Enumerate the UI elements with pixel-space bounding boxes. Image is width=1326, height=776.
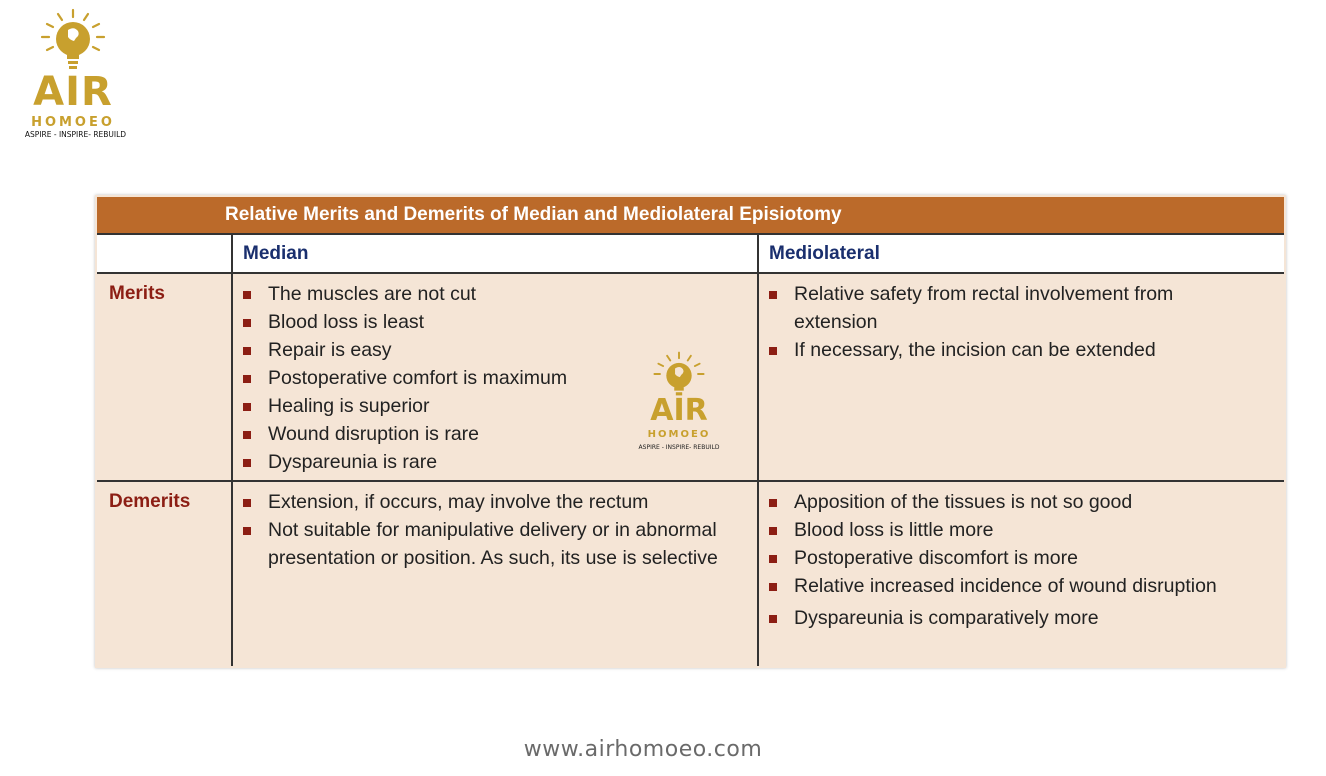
list-item: Blood loss is least [241,308,741,336]
demerits-median-list [241,488,731,572]
column-header-mediolateral: Mediolateral [769,243,880,264]
watermark-logo [636,351,722,457]
list-item: Postoperative comfort is maximum [241,364,741,392]
list-item: Dyspareunia is comparatively more [767,604,1237,632]
table-divider [97,272,1284,274]
logo-brand-text: AIR [33,69,113,115]
watermark-tagline: ASPIRE - INSPIRE- REBUILD [638,444,720,451]
list-item: Postoperative discomfort is more [767,544,1237,572]
list-item: Relative safety from rectal involvement from extension [767,280,1247,336]
logo-tagline: ASPIRE - INSPIRE- REBUILD [24,130,127,139]
table-divider [97,233,1284,235]
merits-mediolateral-list [767,280,1247,364]
lightbulb-head-icon [651,351,707,397]
list-item: Relative increased incidence of wound disruption [767,572,1237,600]
watermark-name-text: HOMOEO [647,429,711,440]
brand-logo [18,8,133,140]
demerits-mediolateral-list [767,488,1237,632]
watermark-brand-text: AIR [650,393,708,428]
list-item: Extension, if occurs, may involve the rectum [241,488,731,516]
row-label-merits: Merits [109,283,165,304]
row-label-demerits: Demerits [109,491,191,512]
list-item: Dyspareunia is rare [241,448,741,476]
table-header-row [97,235,1284,272]
list-item: Repair is easy [241,336,741,364]
logo-name-text: HOMOEO [31,115,115,130]
list-item: Blood loss is little more [767,516,1237,544]
list-item: Healing is superior [241,392,741,420]
lightbulb-head-icon [38,8,108,72]
table-divider [757,233,759,666]
table-title: Relative Merits and Demerits of Median and Mediolateral Episiotomy [97,197,1284,233]
column-header-median: Median [243,243,309,264]
list-item: The muscles are not cut [241,280,741,308]
list-item: Not suitable for manipulative delivery or in abnormal presentation or position. As such, its use is selective [241,516,731,572]
footer-url: www.airhomoeo.com [523,737,763,762]
list-item: Wound disruption is rare [241,420,741,448]
list-item: If necessary, the incision can be extended [767,336,1247,364]
list-item: Apposition of the tissues is not so good [767,488,1237,516]
table-divider [231,233,233,666]
table-divider [97,480,1284,482]
